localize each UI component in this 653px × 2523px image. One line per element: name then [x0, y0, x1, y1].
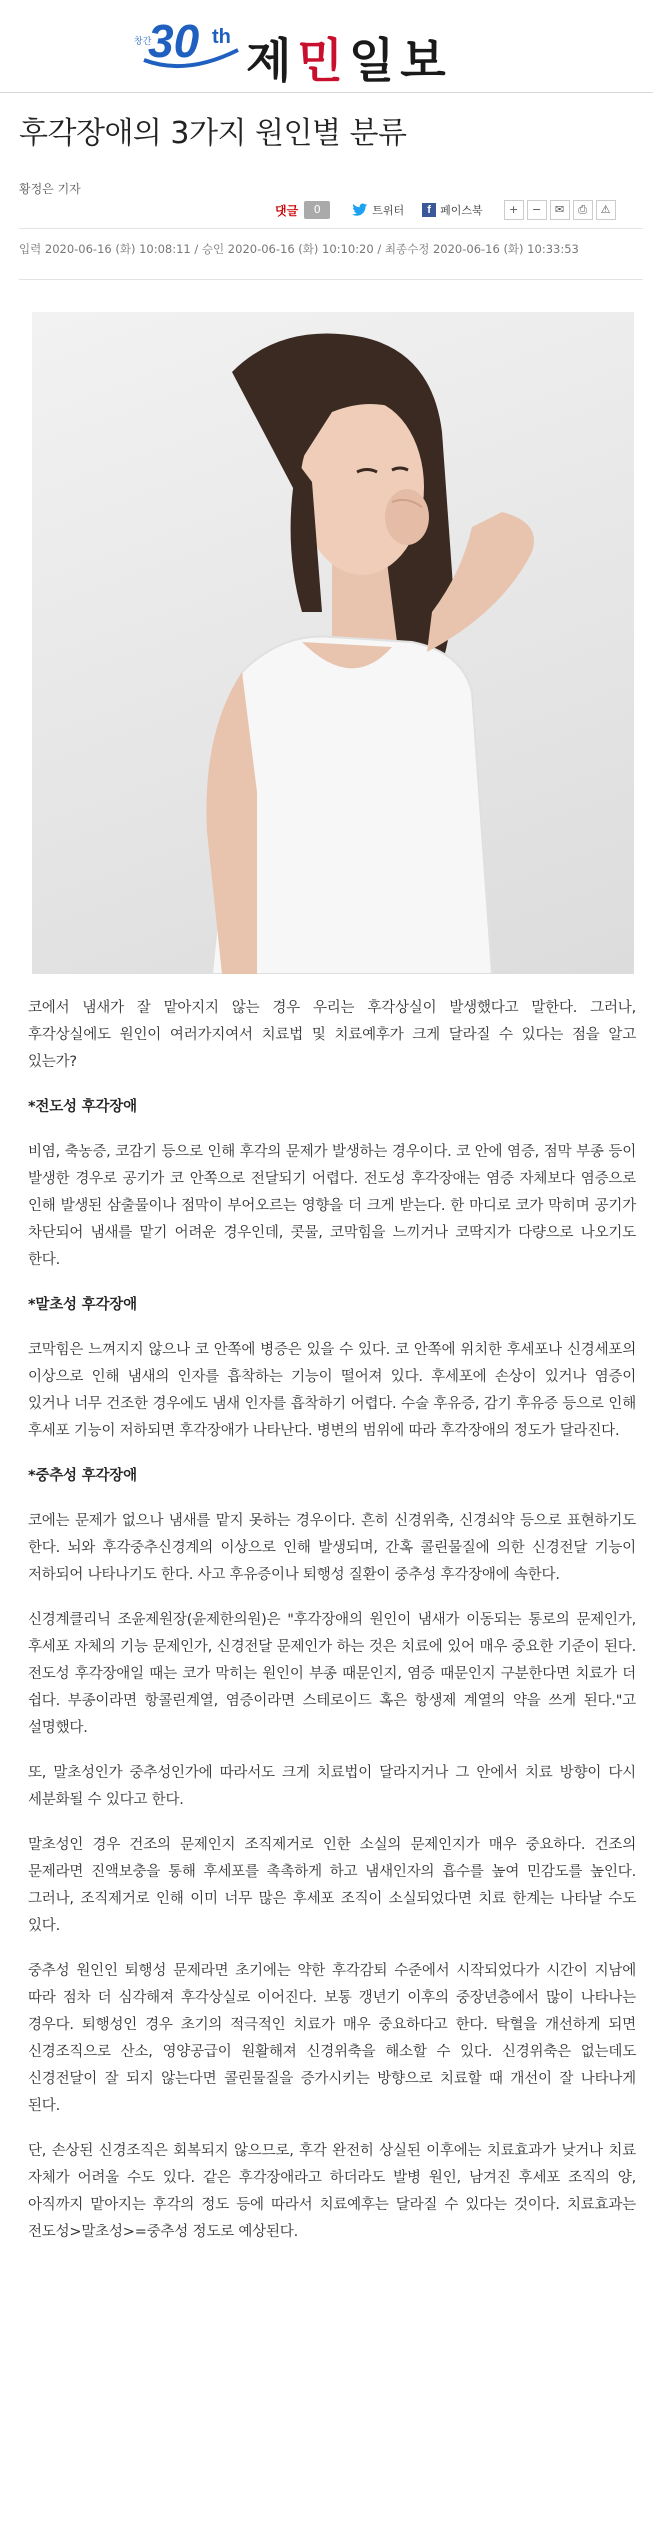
paper-name [246, 24, 452, 91]
paper-name-post: 일보 [348, 34, 452, 89]
body-paragraph: 신경계클리닉 조윤제원장(윤제한의원)은 "후각장애의 원인이 냄새가 이동되는 통로의 문제인가, 후세포 자체의 기능 문제인가, 신경전달 문제인가 하는 것은 치료에 있어 매우 중요한 기준이 된다. 전도성 후각장애일 때는 코가 막히는 원인이 부종 때문인지, 염증 때문인지 구분한다면 치료가 더 쉽다. 부종이라면 항콜린계열, 염증이라면 스테로이드 혹은 항생제 계열의 약을 쓰게 된다."고 설명했다. [28, 1612, 636, 1736]
article-timestamps: 입력 2020-06-16 (화) 10:08:11 / 승인 2020-06-16 (화) 10:10:20 / 최종수정 2020-06-16 (화) 10:33:53 [19, 242, 579, 256]
share-toolbar [275, 199, 616, 221]
woman-holding-nose-illustration [32, 312, 634, 974]
body-paragraph: 중추성 원인인 퇴행성 문제라면 초기에는 약한 후각감퇴 수준에서 시작되었다가 시간이 지남에 따라 점차 더 심각해져 후각상실로 이어진다. 보통 갱년기 이후의 중장년층에서 많이 나타나는 경우다. 퇴행성인 경우 초기의 적극적인 치료가 매우 중요하다고 한다. 탁혈을 개선하게 되면 신경조직으로 산소, 영양공급이 원활해져 신경위축을 해소할 수 있다. 신경위축은 없는데도 신경전달이 잘 되지 않는다면 콜린물질을 증가시키는 방향으로 치료할 때 개선이 잘 나타나게 된다. [28, 1963, 636, 2114]
paper-name-accent: 민 [297, 34, 349, 89]
article-body [28, 995, 636, 2264]
anniversary-suffix: th [212, 26, 231, 48]
article-tools [501, 200, 616, 220]
site-logo[interactable] [126, 15, 536, 89]
paper-name-pre: 제 [246, 34, 298, 89]
header-divider [0, 92, 653, 93]
report-icon[interactable]: ⚠ [596, 200, 616, 220]
anniversary-number: 30 [148, 15, 200, 67]
body-paragraph: 코막힘은 느껴지지 않으나 코 안쪽에 병증은 있을 수 있다. 코 안쪽에 위치한 후세포나 신경세포의 이상으로 인해 냄새의 인자를 흡착하는 기능이 떨어져 있다. 후세포에 손상이 있거나 염증이 있거나 너무 건조한 경우에도 냄새 인자를 흡착하기 어렵다. 수술 후유증, 감기 후유증 등으로 인해 후세포 기능이 저하되면 후각장애가 나타난다. 병변의 범위에 따라 후각장애의 정도가 달라진다. [28, 1342, 636, 1439]
zoom-in-icon[interactable]: + [504, 200, 524, 220]
twitter-icon [352, 203, 368, 217]
meta-divider-top [19, 228, 643, 229]
comment-count-badge[interactable]: 0 [304, 201, 330, 219]
comment-link[interactable]: 댓글 [275, 203, 299, 218]
zoom-out-icon[interactable]: − [527, 200, 547, 220]
article-title: 후각장애의 3가지 원인별 분류 [19, 116, 407, 151]
twitter-label: 트위터 [372, 204, 405, 217]
meta-divider-bottom [19, 279, 643, 280]
section-heading: *말초성 후각장애 [28, 1297, 137, 1313]
article-byline: 황정은 기자 [19, 182, 81, 196]
facebook-icon: f [422, 203, 436, 217]
print-icon[interactable]: ⎙ [573, 200, 593, 220]
body-paragraph: 코에서 냄새가 잘 맡아지지 않는 경우 우리는 후각상실이 발생했다고 말한다. 그러나, 후각상실에도 원인이 여러가지여서 치료법 및 치료예후가 크게 달라질 수 있다는 점을 알고 있는가? [28, 1000, 636, 1070]
body-paragraph: 말초성인 경우 건조의 문제인지 조직제거로 인한 소실의 문제인지가 매우 중요하다. 건조의 문제라면 진액보충을 통해 후세포를 촉촉하게 하고 냄새인자의 흡수를 높여 민감도를 높인다. 그러나, 조직제거로 인해 이미 너무 많은 후세포 조직이 소실되었다면 치료 한계는 나타날 수도 있다. [28, 1837, 636, 1934]
section-heading: *전도성 후각장애 [28, 1099, 137, 1115]
email-icon[interactable]: ✉ [550, 200, 570, 220]
body-paragraph: 또, 말초성인가 중추성인가에 따라서도 크게 치료법이 달라지거나 그 안에서 치료 방향이 다시 세분화될 수 있다고 한다. [28, 1765, 636, 1808]
body-paragraph: 코에는 문제가 없으나 냄새를 맡지 못하는 경우이다. 흔히 신경위축, 신경쇠약 등으로 표현하기도 한다. 뇌와 후각중추신경계의 이상으로 인해 발생되며, 간혹 콜린물질에 의한 신경전달 기능이 저하되어 나타나기도 한다. 사고 후유증이나 퇴행성 질환이 중추성 후각장애에 속한다. [28, 1513, 636, 1583]
facebook-share-button[interactable] [422, 202, 483, 218]
article-photo [32, 312, 634, 974]
site-header [0, 0, 653, 92]
section-heading: *중추성 후각장애 [28, 1468, 137, 1484]
founded-label: 창간 [134, 37, 152, 47]
facebook-label: 페이스북 [440, 204, 483, 217]
body-paragraph: 단, 손상된 신경조직은 회복되지 않으므로, 후각 완전히 상실된 이후에는 치료효과가 낮거나 치료 자체가 어려울 수도 있다. 같은 후각장애라고 하더라도 발병 원인, 남겨진 후세포 조직의 양, 아직까지 맡아지는 후각의 정도 등에 따라서 치료예후는 달라질 수 있다는 것이다. 치료효과는 전도성>말초성>=중추성 정도로 예상된다. [28, 2143, 636, 2240]
twitter-share-button[interactable] [352, 202, 404, 218]
body-paragraph: 비염, 축농증, 코감기 등으로 인해 후각의 문제가 발생하는 경우이다. 코 안에 염증, 점막 부종 등이 발생한 경우로 공기가 코 안쪽으로 전달되기 어렵다. 전도성 후각장애는 염증 자체보다 염증으로 인해 발생된 삼출물이나 점막이 부어오르는 영향을 더 크게 받는다. 한 마디로 코가 막히며 공기가 차단되어 냄새를 맡기 어려운 경우인데, 콧물, 코막힘을 느끼거나 코딱지가 다량으로 나오기도 한다. [28, 1144, 636, 1268]
